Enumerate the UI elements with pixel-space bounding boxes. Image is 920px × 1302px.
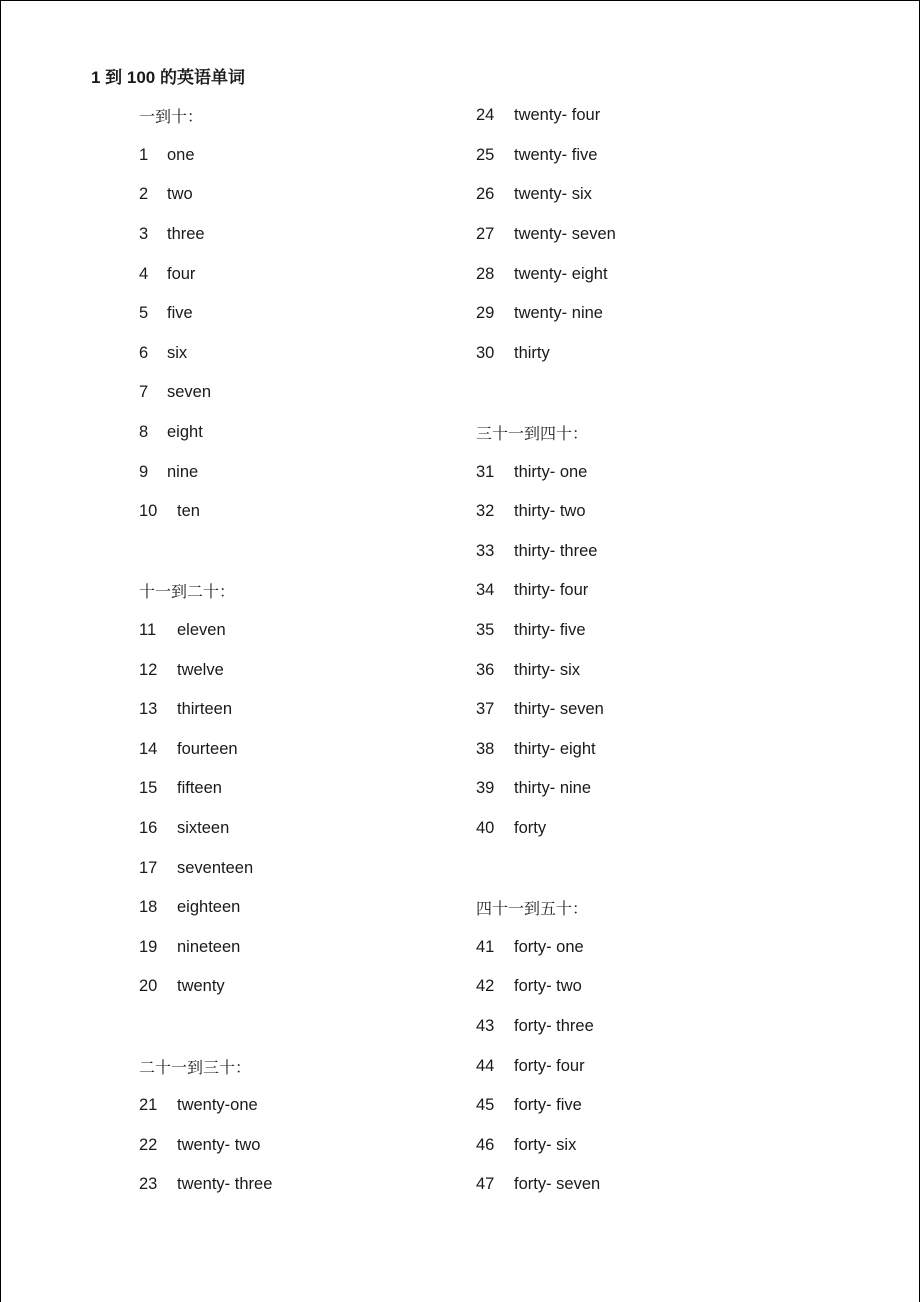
english-word: three bbox=[167, 225, 205, 244]
number-word-row bbox=[139, 334, 272, 374]
number-word-row bbox=[139, 452, 272, 492]
english-word: eleven bbox=[177, 621, 226, 640]
number-label: 41 bbox=[476, 937, 495, 956]
english-word: one bbox=[167, 145, 195, 164]
english-word: eight bbox=[167, 423, 203, 442]
number-word-row bbox=[476, 532, 616, 572]
page-border-top bbox=[0, 0, 920, 1]
number-word-row bbox=[476, 611, 616, 651]
english-word: forty- four bbox=[514, 1056, 585, 1075]
number-label: 16 bbox=[139, 818, 158, 837]
number-label: 14 bbox=[139, 739, 158, 758]
number-word-row bbox=[476, 452, 616, 492]
number-word-row bbox=[476, 334, 616, 374]
english-word: forty- seven bbox=[514, 1175, 601, 1194]
number-label: 1 bbox=[139, 145, 149, 164]
number-word-row bbox=[476, 96, 616, 136]
number-word-row bbox=[139, 1125, 272, 1165]
english-word: thirty- eight bbox=[514, 739, 596, 758]
number-word-row bbox=[139, 1165, 272, 1205]
blank-line bbox=[139, 1007, 272, 1047]
section-heading: 一到十： bbox=[139, 107, 204, 127]
number-label: 35 bbox=[476, 621, 495, 640]
number-label: 25 bbox=[476, 145, 495, 164]
section-heading: 十一到二十： bbox=[139, 582, 236, 602]
number-word-row bbox=[476, 1007, 616, 1047]
left-column bbox=[139, 96, 272, 1205]
english-word: thirty- six bbox=[514, 660, 580, 679]
number-word-row bbox=[139, 611, 272, 651]
english-word: twenty- seven bbox=[514, 225, 616, 244]
number-label: 40 bbox=[476, 818, 495, 837]
english-word: forty- one bbox=[514, 937, 584, 956]
number-word-row bbox=[476, 1086, 616, 1126]
english-word: thirteen bbox=[177, 700, 233, 719]
number-word-row bbox=[139, 690, 272, 730]
blank-line bbox=[476, 848, 616, 888]
english-word: sixteen bbox=[177, 818, 230, 837]
number-label: 24 bbox=[476, 106, 495, 125]
number-word-row bbox=[139, 492, 272, 532]
english-word: fourteen bbox=[177, 739, 238, 758]
number-label: 20 bbox=[139, 977, 158, 996]
number-label: 31 bbox=[476, 462, 495, 481]
number-word-row bbox=[476, 927, 616, 967]
number-label: 7 bbox=[139, 383, 149, 402]
english-word: six bbox=[167, 343, 188, 362]
number-word-row bbox=[139, 848, 272, 888]
number-label: 9 bbox=[139, 462, 149, 481]
page-border-left bbox=[0, 0, 1, 1302]
section-heading: 二十一到三十： bbox=[139, 1057, 252, 1077]
number-word-row bbox=[476, 294, 616, 334]
number-label: 44 bbox=[476, 1056, 495, 1075]
blank-line bbox=[139, 532, 272, 572]
english-word: nineteen bbox=[177, 937, 241, 956]
number-label: 18 bbox=[139, 898, 158, 917]
english-word: fifteen bbox=[177, 779, 222, 798]
english-word: thirty- three bbox=[514, 541, 598, 560]
number-label: 11 bbox=[139, 621, 157, 640]
english-word: two bbox=[167, 185, 193, 204]
english-word: twenty- eight bbox=[514, 264, 608, 283]
english-word: twenty bbox=[177, 977, 225, 996]
english-word: forty- two bbox=[514, 977, 582, 996]
number-word-row bbox=[139, 294, 272, 334]
english-word: thirty- four bbox=[514, 581, 589, 600]
number-label: 47 bbox=[476, 1175, 495, 1194]
english-word: seven bbox=[167, 383, 212, 402]
number-word-row bbox=[139, 730, 272, 770]
number-word-row bbox=[476, 1165, 616, 1205]
number-word-row bbox=[476, 492, 616, 532]
number-label: 26 bbox=[476, 185, 495, 204]
english-word: five bbox=[167, 304, 193, 323]
number-word-row bbox=[139, 809, 272, 849]
number-label: 27 bbox=[476, 225, 495, 244]
english-word: forty- six bbox=[514, 1135, 577, 1154]
number-word-row bbox=[139, 927, 272, 967]
number-word-row bbox=[476, 809, 616, 849]
english-word: thirty- nine bbox=[514, 779, 592, 798]
number-word-row bbox=[139, 650, 272, 690]
number-word-row bbox=[476, 769, 616, 809]
number-word-row bbox=[139, 888, 272, 928]
number-label: 23 bbox=[139, 1175, 158, 1194]
number-word-row bbox=[139, 769, 272, 809]
number-word-row bbox=[476, 650, 616, 690]
english-word: twenty- two bbox=[177, 1135, 261, 1154]
number-label: 10 bbox=[139, 502, 158, 521]
english-word: four bbox=[167, 264, 196, 283]
english-word: twenty- four bbox=[514, 106, 601, 125]
number-label: 22 bbox=[139, 1135, 158, 1154]
number-word-row bbox=[476, 967, 616, 1007]
english-word: twenty-one bbox=[177, 1096, 258, 1115]
english-word: ten bbox=[177, 502, 200, 521]
number-label: 17 bbox=[139, 858, 158, 877]
english-word: twenty- six bbox=[514, 185, 592, 204]
number-label: 32 bbox=[476, 502, 495, 521]
number-word-row bbox=[139, 967, 272, 1007]
number-word-row bbox=[139, 215, 272, 255]
number-label: 28 bbox=[476, 264, 495, 283]
document-title: 1 到 100 的英语单词 bbox=[91, 68, 245, 87]
english-word: nine bbox=[167, 462, 199, 481]
english-word: thirty- seven bbox=[514, 700, 604, 719]
number-word-row bbox=[476, 175, 616, 215]
english-word: twenty- nine bbox=[514, 304, 603, 323]
number-word-row bbox=[139, 1086, 272, 1126]
english-word: thirty- two bbox=[514, 502, 586, 521]
number-label: 29 bbox=[476, 304, 495, 323]
english-word: twenty- three bbox=[177, 1175, 273, 1194]
section-heading: 四十一到五十： bbox=[476, 899, 589, 919]
number-word-row bbox=[139, 413, 272, 453]
number-word-row bbox=[476, 1046, 616, 1086]
number-word-row bbox=[139, 373, 272, 413]
number-label: 12 bbox=[139, 660, 158, 679]
number-label: 34 bbox=[476, 581, 495, 600]
number-label: 6 bbox=[139, 343, 149, 362]
number-word-row bbox=[476, 571, 616, 611]
number-word-row bbox=[476, 136, 616, 176]
english-word: seventeen bbox=[177, 858, 254, 877]
number-word-row bbox=[476, 690, 616, 730]
number-label: 8 bbox=[139, 423, 149, 442]
number-label: 43 bbox=[476, 1016, 495, 1035]
english-word: forty- three bbox=[514, 1016, 594, 1035]
english-word: twenty- five bbox=[514, 145, 598, 164]
english-word: thirty- five bbox=[514, 621, 586, 640]
number-label: 46 bbox=[476, 1135, 495, 1154]
number-word-row bbox=[476, 1125, 616, 1165]
number-label: 4 bbox=[139, 264, 149, 283]
number-label: 13 bbox=[139, 700, 158, 719]
number-label: 21 bbox=[139, 1096, 158, 1115]
number-label: 42 bbox=[476, 977, 495, 996]
english-word: forty bbox=[514, 818, 547, 837]
number-label: 15 bbox=[139, 779, 158, 798]
number-label: 33 bbox=[476, 541, 495, 560]
number-word-row bbox=[139, 136, 272, 176]
right-column bbox=[476, 96, 616, 1205]
number-label: 39 bbox=[476, 779, 495, 798]
number-label: 36 bbox=[476, 660, 495, 679]
blank-line bbox=[476, 373, 616, 413]
number-word-row bbox=[139, 254, 272, 294]
number-word-row bbox=[139, 175, 272, 215]
english-word: forty- five bbox=[514, 1096, 582, 1115]
number-label: 19 bbox=[139, 937, 158, 956]
number-label: 45 bbox=[476, 1096, 495, 1115]
english-word: thirty bbox=[514, 343, 550, 362]
english-word: eighteen bbox=[177, 898, 241, 917]
english-word: thirty- one bbox=[514, 462, 588, 481]
number-label: 2 bbox=[139, 185, 149, 204]
number-word-row bbox=[476, 730, 616, 770]
number-word-row bbox=[476, 254, 616, 294]
number-label: 30 bbox=[476, 343, 495, 362]
number-label: 3 bbox=[139, 225, 149, 244]
number-label: 37 bbox=[476, 700, 495, 719]
number-label: 5 bbox=[139, 304, 149, 323]
english-word: twelve bbox=[177, 660, 224, 679]
section-heading: 三十一到四十： bbox=[476, 424, 589, 444]
number-word-row bbox=[476, 215, 616, 255]
number-label: 38 bbox=[476, 739, 495, 758]
